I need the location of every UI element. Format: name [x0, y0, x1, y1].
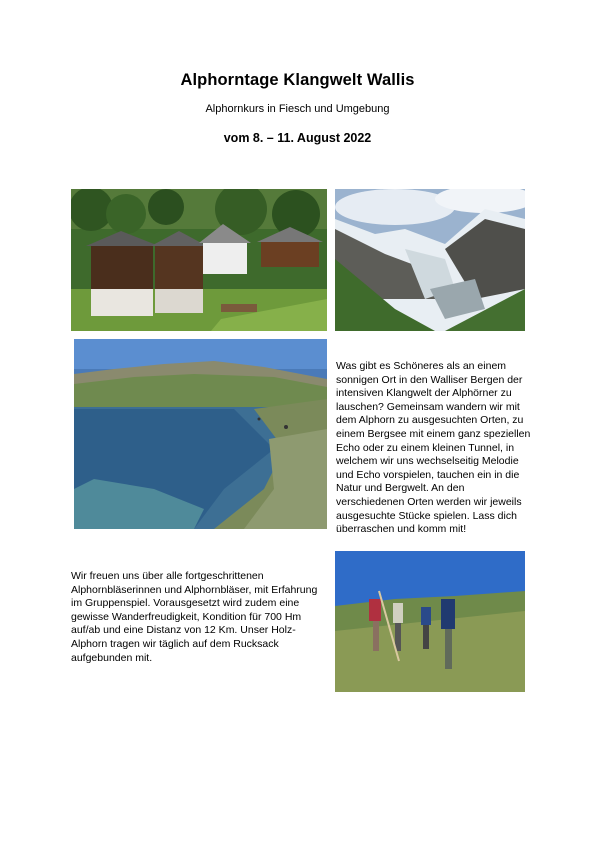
event-dates: vom 8. – 11. August 2022 — [223, 131, 372, 145]
page-title: Alphorntage Klangwelt Wallis — [180, 71, 415, 89]
page-subtitle: Alphornkurs in Fiesch und Umgebung — [205, 103, 390, 115]
photo-chalets — [71, 189, 327, 331]
photo-mountain-lake — [74, 339, 327, 529]
photo-hikers — [335, 551, 525, 692]
intro-paragraph: Was gibt es Schöneres als an einem sonnigen Ort in den Walliser Bergen der intensiven Klangwelt der Alphörner zu lauschen? Gemeinsam wandern wir mit dem Alphorn zu ausgesuchten Orten, zu einem Bergsee mit einem ganz speziellen Echo oder zu einem kleinen Tunnel, in welchem wir uns wechselseitig Melodie und Echo vorspielen, tauchen ein in die Natur und Bergwelt. An den verschiedenen Orten werden wir jeweils ausgesuchte Stücke spielen. Lass dich überraschen und komm mit! — [336, 360, 531, 536]
photo-glacier — [335, 189, 525, 331]
requirements-paragraph: Wir freuen uns über alle fortgeschrittenen Alphornbläserinnen und Alphornbläser, mit Erfahrung im Gruppenspiel. Vorausgesetzt wird zudem eine gewisse Wanderfreudigkeit, Kondition für 700 Hm auf/ab und eine Distanz von 12 Km. Unser Holz-Alphorn tragen wir täglich auf dem Rucksack aufgebunden mit. — [71, 570, 318, 664]
